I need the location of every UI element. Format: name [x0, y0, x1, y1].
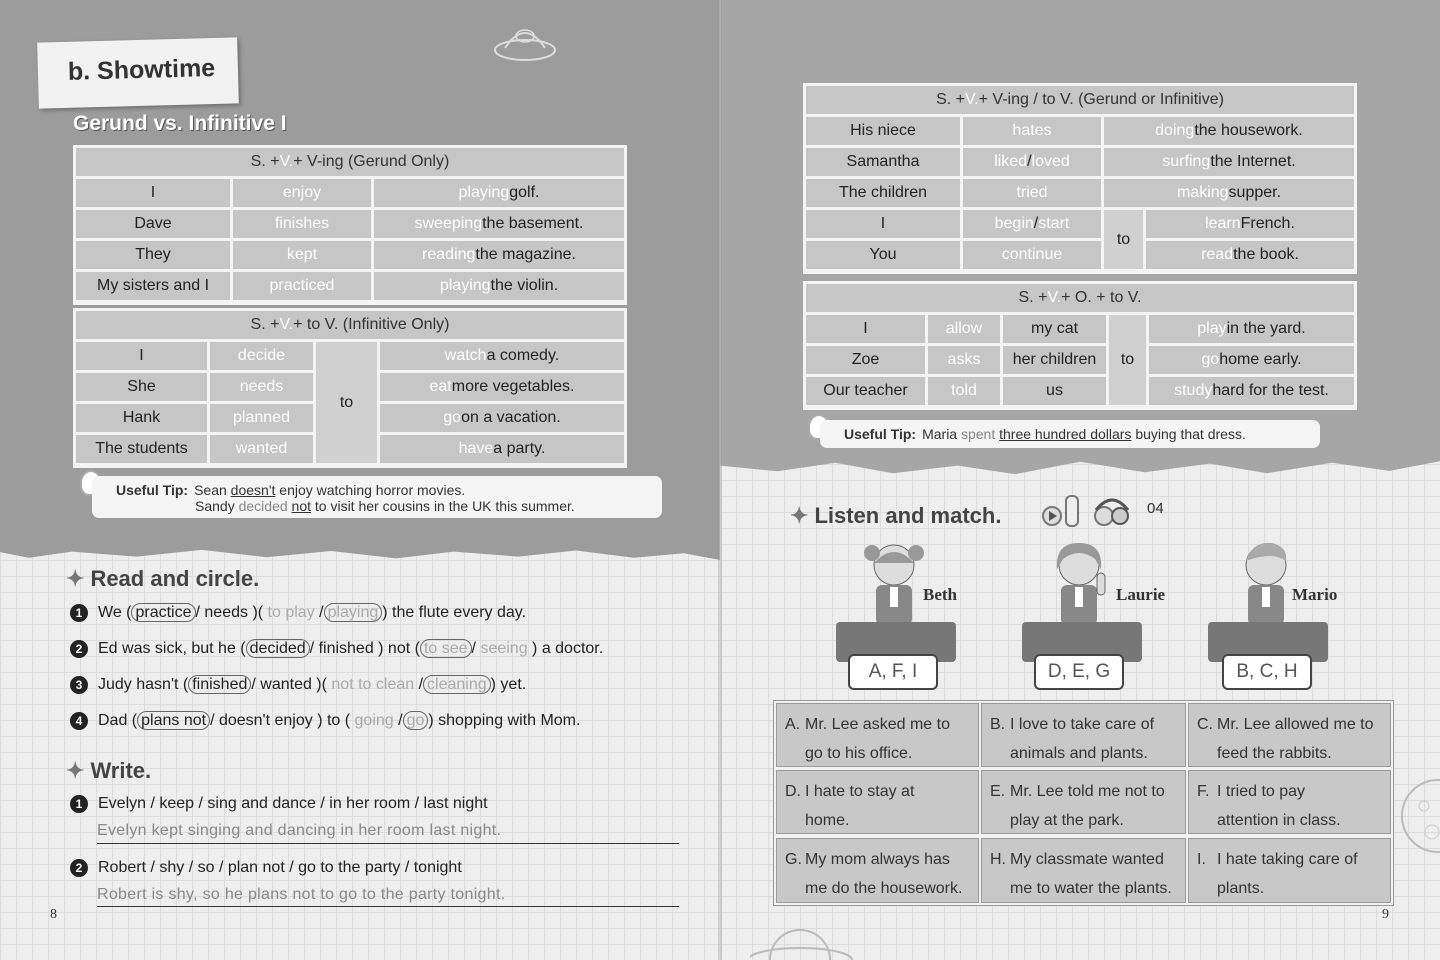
table-cell: surfing the Internet. [1104, 148, 1354, 176]
useful-tip-left: Useful Tip: Sean doesn't enjoy watching horror movies. Sandy decided not to visit her cousins in the UK this summer. [92, 476, 662, 518]
table-cell: You [806, 241, 960, 269]
answer-box-mario[interactable]: B, C, H [1222, 654, 1312, 690]
table-header: S. + V. + V-ing / to V. (Gerund or Infinitive) [806, 86, 1354, 114]
kid-name: Beth [923, 585, 957, 604]
sentence-cell: F. I tried to pay attention in class. [1188, 770, 1391, 834]
table-cell: eat more vegetables. [380, 373, 624, 401]
read-circle-heading: ✦ Read and circle. [66, 566, 260, 591]
table-cell: watch a comedy. [380, 342, 624, 370]
circled-answer[interactable]: playing [324, 603, 383, 622]
sentence-cell: I. I hate taking care of plants. [1188, 838, 1391, 903]
table-cell: her children [1003, 346, 1106, 374]
sentence-cell: D. I hate to stay at home. [776, 770, 979, 834]
circled-answer[interactable]: go [403, 711, 429, 730]
table-cell: His niece [806, 117, 960, 145]
book-spine [718, 0, 722, 960]
star-icon: ✦ [66, 758, 85, 783]
listen-match-heading: ✦ Listen and match. [790, 503, 1002, 528]
table-cell: I [806, 315, 925, 343]
track-number: 04 [1147, 500, 1164, 517]
table-cell: Our teacher [806, 377, 925, 405]
table-cell: allow [928, 315, 1000, 343]
table-cell: told [928, 377, 1000, 405]
infinitive-table [73, 308, 627, 468]
table-cell: Zoe [806, 346, 925, 374]
audio-track-icon[interactable] [1040, 490, 1140, 534]
table-cell: kept [233, 241, 371, 269]
circled-answer[interactable]: practice [131, 603, 195, 622]
kid-name: Mario [1292, 585, 1338, 604]
table-cell: tried [963, 179, 1101, 207]
circle-item-4: 4 Dad ( plans not / doesn't enjoy ) to ( going / go ) shopping with Mom. [70, 712, 580, 730]
star-icon: ✦ [66, 566, 85, 591]
section-title: b. Showtime [67, 53, 216, 86]
circled-answer[interactable]: finished [188, 675, 251, 694]
table-cell: decide [210, 342, 313, 370]
gerund-table [73, 145, 627, 305]
table-cell: Dave [76, 210, 230, 238]
table-cell: my cat [1003, 315, 1106, 343]
table-cell: liked / loved [963, 148, 1101, 176]
object-infinitive-table [803, 281, 1357, 410]
table-cell: continue [963, 241, 1101, 269]
table-header: S. + V. + to V. (Infinitive Only) [76, 311, 624, 339]
to-cell: to [1109, 315, 1146, 405]
table-cell: play in the yard. [1149, 315, 1354, 343]
table-cell: read the book. [1146, 241, 1354, 269]
circled-answer[interactable]: to see [420, 639, 472, 658]
page-subtitle: Gerund vs. Infinitive I [73, 112, 287, 135]
circle-item-3: 3 Judy hasn't ( finished / wanted )( not to clean / cleaning ) yet. [70, 676, 526, 694]
table-cell: asks [928, 346, 1000, 374]
table-cell: enjoy [233, 179, 371, 207]
table-cell: playing the violin. [374, 272, 624, 300]
gerund-or-infinitive-table [803, 83, 1357, 274]
table-cell: practiced [233, 272, 371, 300]
answer-box-beth[interactable]: A, F, I [848, 654, 938, 690]
table-header: S. + V. + V-ing (Gerund Only) [76, 148, 624, 176]
sentence-cell: C. Mr. Lee allowed me to feed the rabbits. [1188, 703, 1391, 767]
table-cell: needs [210, 373, 313, 401]
table-cell: finishes [233, 210, 371, 238]
table-cell: I [76, 342, 207, 370]
table-cell: I [806, 210, 960, 238]
table-cell: Hank [76, 404, 207, 432]
sentence-cell: E. Mr. Lee told me not to play at the park. [981, 770, 1186, 834]
sentence-match-grid [773, 700, 1394, 906]
answer-line [97, 843, 679, 844]
table-cell: doing the housework. [1104, 117, 1354, 145]
sentence-cell: G. My mom always has me do the housework. [776, 838, 979, 903]
useful-tip-right: Useful Tip: Maria spent three hundred dollars buying that dress. [820, 420, 1320, 448]
saturn-icon [750, 918, 860, 960]
ufo-icon [490, 14, 560, 74]
kid-name: Laurie [1116, 585, 1166, 604]
to-cell: to [1104, 210, 1143, 269]
table-cell: They [76, 241, 230, 269]
circled-answer[interactable]: decided [246, 639, 310, 658]
table-cell: go on a vacation. [380, 404, 624, 432]
table-cell: study hard for the test. [1149, 377, 1354, 405]
table-cell: have a party. [380, 435, 624, 463]
answer-line [97, 906, 679, 907]
page-number-right: 9 [1382, 907, 1389, 922]
table-cell: making supper. [1104, 179, 1354, 207]
table-cell: go home early. [1149, 346, 1354, 374]
to-cell: to [316, 342, 377, 463]
table-cell: The students [76, 435, 207, 463]
star-icon: ✦ [790, 503, 809, 528]
circled-answer[interactable]: plans not [137, 711, 210, 730]
write-answer-2[interactable]: Robert is shy, so he plans not to go to the party tonight. [97, 886, 506, 903]
table-cell: My sisters and I [76, 272, 230, 300]
table-cell: hates [963, 117, 1101, 145]
sentence-cell: H. My classmate wanted me to water the plants. [981, 838, 1186, 903]
circled-answer[interactable]: cleaning [423, 675, 491, 694]
table-cell: wanted [210, 435, 313, 463]
table-cell: Samantha [806, 148, 960, 176]
section-title-tab [37, 37, 239, 108]
table-cell: sweeping the basement. [374, 210, 624, 238]
page-number-left: 8 [50, 907, 57, 922]
write-prompt-1: 1 Evelyn / keep / sing and dance / in her room / last night [70, 795, 488, 813]
write-prompt-2: 2 Robert / shy / so / plan not / go to the party / tonight [70, 859, 462, 877]
table-header: S. + V. + O. + to V. [806, 284, 1354, 312]
write-answer-1[interactable]: Evelyn kept singing and dancing in her room last night. [97, 822, 502, 839]
table-cell: I [76, 179, 230, 207]
write-heading: ✦ Write. [66, 758, 152, 783]
sentence-cell: A. Mr. Lee asked me to go to his office. [776, 703, 979, 767]
table-cell: us [1003, 377, 1106, 405]
table-cell: She [76, 373, 207, 401]
circle-item-2: 2 Ed was sick, but he ( decided / finished ) not ( to see / seeing ) a doctor. [70, 640, 603, 658]
table-cell: planned [210, 404, 313, 432]
table-cell: begin / start [963, 210, 1101, 238]
table-cell: playing golf. [374, 179, 624, 207]
table-cell: The children [806, 179, 960, 207]
planet-icon [1392, 776, 1440, 856]
table-cell: reading the magazine. [374, 241, 624, 269]
answer-box-laurie[interactable]: D, E, G [1034, 654, 1124, 690]
table-cell: learn French. [1146, 210, 1354, 238]
sentence-cell: B. I love to take care of animals and plants. [981, 703, 1186, 767]
circle-item-1: 1 We ( practice / needs )( to play / playing ) the flute every day. [70, 604, 526, 622]
